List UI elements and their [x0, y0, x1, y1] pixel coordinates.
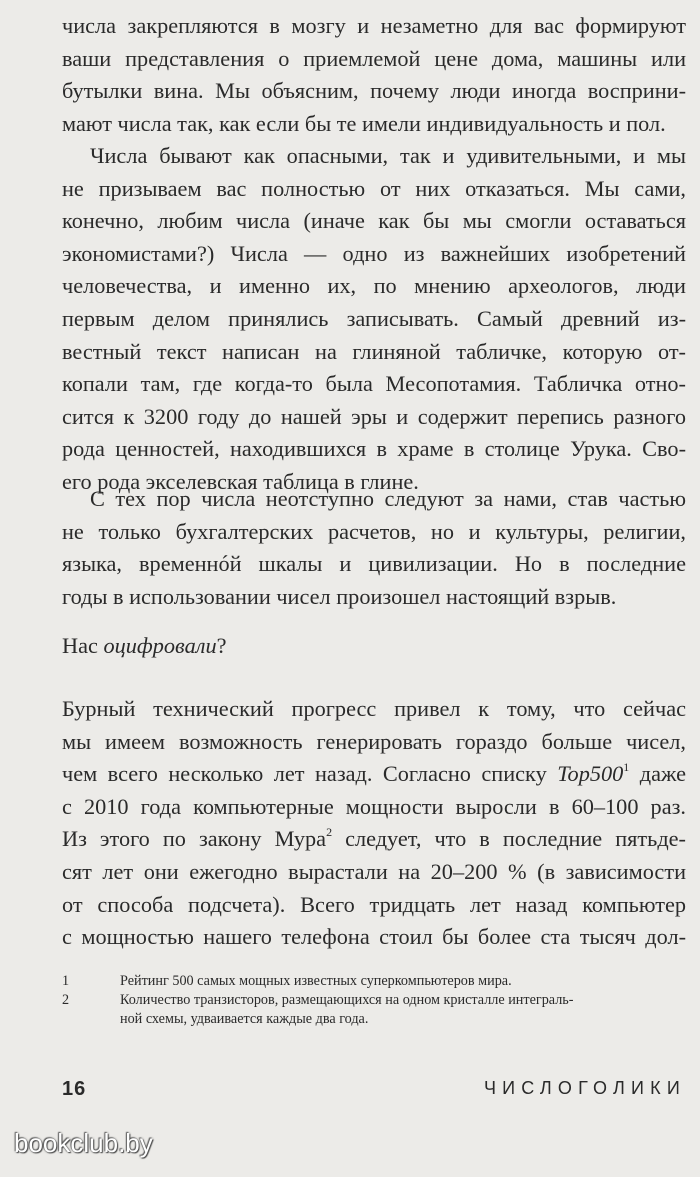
heading-text: Нас	[62, 633, 104, 658]
footnote-text: Количество транзисторов, размещающихся на одном кристалле интеграль-	[120, 992, 574, 1008]
text-line: с мощностью нашего телефона стоил бы более ста тысяч дол-	[62, 924, 686, 950]
text-line: мают числа так, как если бы те имели индивидуальность и пол.	[62, 110, 666, 136]
text-segment: даже	[629, 761, 687, 787]
text-line: рода ценностей, находившихся в храме в столице Урука. Сво-	[62, 436, 686, 462]
text-line: Бурный технический прогресс привел к тому, что сейчас	[62, 696, 686, 721]
text-line: первым делом принялись записывать. Самый древний из-	[62, 305, 686, 331]
top500-italic: Top500	[557, 761, 624, 787]
paragraph-2	[62, 140, 686, 499]
text-line: бутылки вина. Мы объясним, почему люди иногда восприни-	[62, 78, 686, 104]
running-title: ЧИСЛОГОЛИКИ	[483, 1078, 686, 1098]
text-line: Числа бывают как опасными, так и удивительными, и мы	[90, 143, 686, 168]
heading-question-mark: ?	[216, 633, 227, 658]
footnote-number: 1	[62, 973, 70, 989]
text-segment: чем всего несколько лет назад. Согласно списку	[62, 761, 558, 787]
text-line: не только бухгалтерских расчетов, но и культуры, религии,	[62, 518, 686, 544]
page-number: 16	[62, 1078, 87, 1100]
text-line: ваши представления о приемлемой цене дома, машины или	[62, 45, 686, 71]
paragraph-3	[62, 483, 686, 613]
page-footer	[62, 1078, 686, 1108]
text-segment: Из этого по закону Мура	[62, 826, 327, 852]
text-line: годы в использовании чисел произошел настоящий взрыв.	[62, 583, 617, 609]
footnotes	[62, 972, 686, 1029]
text-line-with-footnote-1	[62, 758, 686, 791]
watermark: bookclub.by	[14, 1128, 153, 1158]
text-line: мы имеем возможность генерировать гораздо больше чисел,	[62, 728, 686, 754]
footnote-ref-2[interactable]: 2	[326, 824, 333, 839]
footnote-1	[62, 972, 686, 991]
text-line: конечно, любим числа (иначе как бы мы смогли оставаться	[62, 208, 686, 234]
footnote-text: Рейтинг 500 самых мощных известных суперкомпьютеров мира.	[120, 973, 512, 989]
paragraph-4	[62, 693, 686, 954]
paragraph-1	[62, 10, 686, 140]
footnote-ref-1[interactable]: 1	[623, 759, 630, 774]
text-line: от способа подсчета). Всего тридцать лет назад компьютер	[62, 891, 686, 917]
text-line: сят лет они ежегодно вырастали на 20–200 % (в зависимости	[62, 858, 686, 884]
footnote-2	[62, 991, 686, 1029]
text-line: вестный текст написан на глиняной табличке, которую от-	[62, 338, 686, 364]
text-line-with-footnote-2	[62, 823, 686, 856]
footnote-text: ной схемы, удваивается каждые два года.	[120, 1011, 369, 1027]
text-line: языка, временнóй шкалы и цивилизации. Но в последние	[62, 551, 686, 577]
text-line: экономистами?) Числа — одно из важнейших изобретений	[62, 240, 686, 266]
text-line: с 2010 года компьютерные мощности выросли в 60–100 раз.	[62, 793, 686, 819]
text-line: числа закрепляются в мозгу и незаметно для вас формируют	[62, 13, 686, 38]
text-line: его рода экселевская таблица в глине.	[62, 468, 419, 494]
text-segment: следует, что в последние пятьде-	[332, 826, 686, 852]
heading-italic: оцифровали	[103, 633, 217, 658]
section-heading	[62, 630, 227, 662]
text-line: не призываем вас полностью от них отказаться. Мы сами,	[62, 175, 686, 201]
text-line: сится к 3200 году до нашей эры и содержит перепись разного	[62, 403, 686, 429]
text-line: С тех пор числа неотступно следуют за нами, став частью	[90, 486, 686, 511]
text-line: копали там, где когда-то была Месопотамия. Табличка отно-	[62, 371, 686, 397]
footnote-number: 2	[62, 992, 70, 1008]
text-line: человечества, и именно их, по мнению археологов, люди	[62, 273, 686, 299]
